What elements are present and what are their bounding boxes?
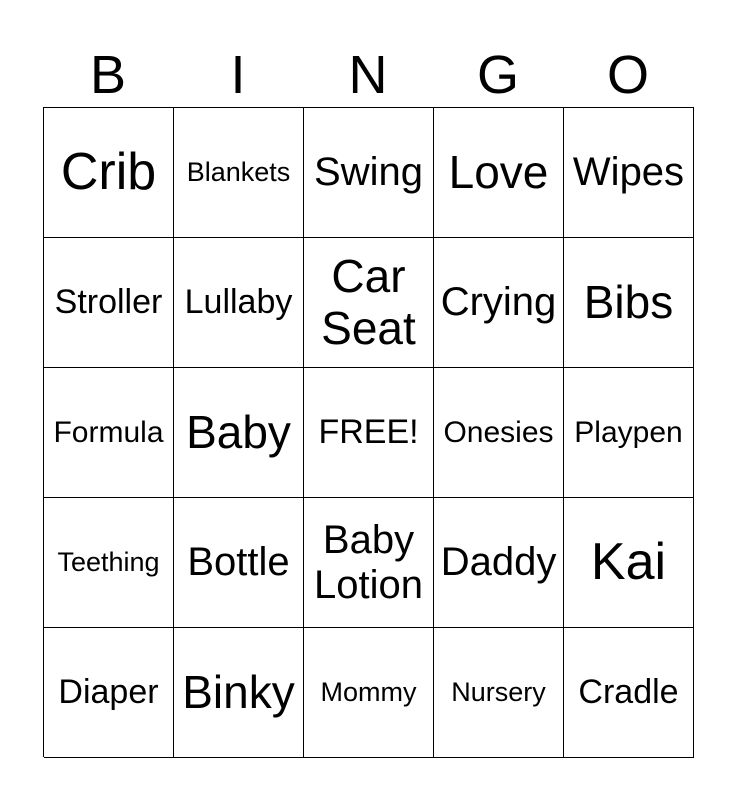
bingo-cell[interactable]: Wipes bbox=[564, 108, 694, 238]
header-letter-g: G bbox=[476, 45, 519, 105]
bingo-cell[interactable]: Daddy bbox=[434, 498, 564, 628]
bingo-cell[interactable]: Swing bbox=[304, 108, 434, 238]
header-letter-n: N bbox=[348, 45, 388, 105]
bingo-cell[interactable]: Car Seat bbox=[304, 238, 434, 368]
bingo-cell[interactable]: Teething bbox=[44, 498, 174, 628]
bingo-header bbox=[43, 42, 693, 108]
bingo-cell[interactable]: Baby bbox=[174, 368, 304, 498]
bingo-board bbox=[43, 107, 694, 757]
bingo-cell[interactable]: Stroller bbox=[44, 238, 174, 368]
bingo-cell[interactable]: Crib bbox=[44, 108, 174, 238]
bingo-cell[interactable]: Formula bbox=[44, 368, 174, 498]
bingo-free-space[interactable]: FREE! bbox=[304, 368, 434, 498]
bingo-cell[interactable]: Blankets bbox=[174, 108, 304, 238]
bingo-cell[interactable]: Bibs bbox=[564, 238, 694, 368]
header-letter-b: B bbox=[89, 45, 127, 105]
bingo-cell[interactable]: Onesies bbox=[434, 368, 564, 498]
bingo-cell[interactable]: Baby Lotion bbox=[304, 498, 434, 628]
bingo-cell[interactable]: Kai bbox=[564, 498, 694, 628]
bingo-cell[interactable]: Lullaby bbox=[174, 238, 304, 368]
header-letter-o: O bbox=[606, 45, 649, 105]
bingo-cell[interactable]: Crying bbox=[434, 238, 564, 368]
bingo-cell[interactable]: Nursery bbox=[434, 628, 564, 758]
bingo-cell[interactable]: Mommy bbox=[304, 628, 434, 758]
header-letter-i: I bbox=[230, 45, 246, 105]
bingo-cell[interactable]: Diaper bbox=[44, 628, 174, 758]
bingo-cell[interactable]: Binky bbox=[174, 628, 304, 758]
bingo-cell[interactable]: Playpen bbox=[564, 368, 694, 498]
bingo-cell[interactable]: Love bbox=[434, 108, 564, 238]
bingo-cell[interactable]: Bottle bbox=[174, 498, 304, 628]
bingo-cell[interactable]: Cradle bbox=[564, 628, 694, 758]
